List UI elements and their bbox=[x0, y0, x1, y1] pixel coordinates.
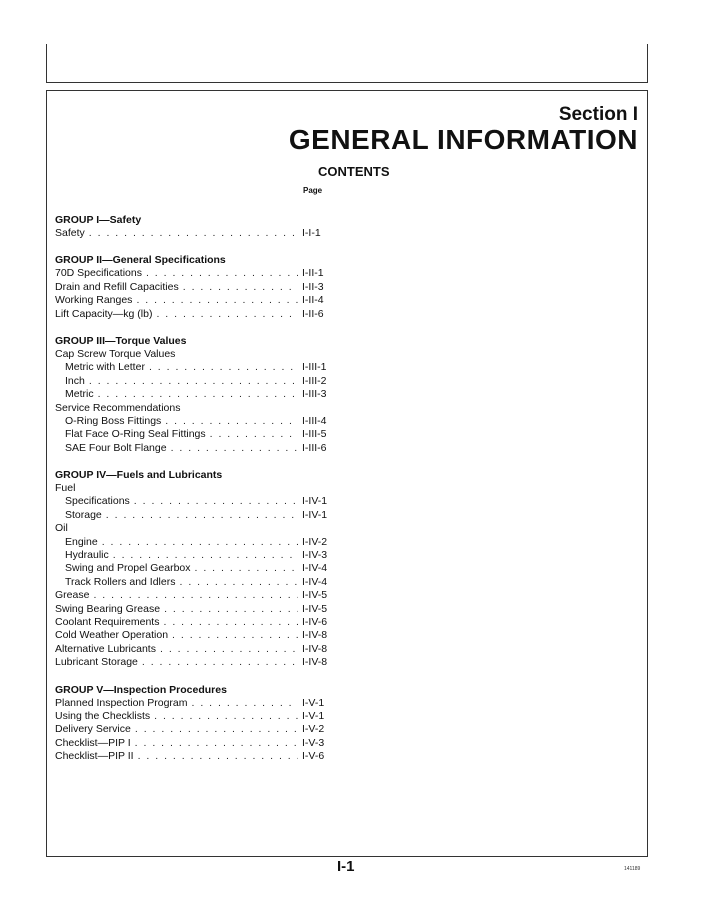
footer-code: 141189 bbox=[624, 866, 641, 872]
toc-entry bbox=[55, 509, 340, 522]
dot-leader bbox=[163, 616, 298, 629]
toc-entry-page: I-III-1 bbox=[302, 361, 327, 374]
section-label: Section I bbox=[558, 104, 638, 125]
toc-entry-label: Swing Bearing Grease bbox=[55, 602, 161, 615]
toc-entry-page: I-IV-8 bbox=[302, 656, 328, 669]
toc-entry-label: Grease bbox=[55, 589, 90, 602]
toc-entry bbox=[55, 616, 340, 629]
dot-leader bbox=[160, 643, 298, 656]
dot-leader bbox=[172, 629, 298, 642]
toc-entry-label: Inch bbox=[65, 374, 85, 387]
toc-entry bbox=[55, 227, 340, 240]
dot-leader bbox=[135, 737, 298, 750]
footer-rule bbox=[46, 856, 647, 857]
dot-leader bbox=[183, 281, 298, 294]
toc-entry-page: I-V-2 bbox=[302, 723, 325, 736]
toc-entry-page: I-IV-6 bbox=[302, 615, 328, 628]
toc-group-title: GROUP V—Inspection Procedures bbox=[55, 683, 227, 696]
toc-entry-label: Cold Weather Operation bbox=[55, 629, 169, 642]
toc-entry bbox=[55, 375, 340, 388]
dot-leader bbox=[154, 710, 298, 723]
toc-entry bbox=[55, 576, 340, 589]
toc-entry bbox=[55, 549, 340, 562]
toc-entry-page: I-IV-4 bbox=[302, 575, 328, 588]
dot-leader bbox=[149, 361, 298, 374]
section-title: GENERAL INFORMATION bbox=[288, 124, 638, 155]
footer-page-number: I-1 bbox=[337, 858, 355, 875]
toc-entry-page: I-III-2 bbox=[302, 374, 327, 387]
dot-leader bbox=[89, 227, 298, 240]
toc-entry bbox=[55, 281, 340, 294]
toc-entry-page: I-III-6 bbox=[302, 441, 327, 454]
toc-group bbox=[55, 468, 340, 669]
toc-entry bbox=[55, 723, 340, 736]
dot-leader bbox=[142, 656, 298, 669]
toc-group-title: GROUP IV—Fuels and Lubricants bbox=[55, 469, 223, 482]
toc-entry-page: I-II-6 bbox=[302, 307, 324, 320]
toc-entry-page: I-V-6 bbox=[302, 750, 325, 763]
toc-entry bbox=[55, 750, 340, 763]
toc-entry bbox=[55, 308, 340, 321]
toc-entry-page: I-IV-5 bbox=[302, 602, 328, 615]
toc-entry bbox=[55, 536, 340, 549]
toc-entry-page: I-IV-1 bbox=[302, 508, 328, 521]
toc-entry-label: Track Rollers and Idlers bbox=[65, 575, 176, 588]
toc-entry-label: Flat Face O-Ring Seal Fittings bbox=[65, 428, 206, 441]
toc-subheading: Service Recommendations bbox=[55, 401, 181, 414]
toc-entry bbox=[55, 710, 340, 723]
toc-group bbox=[55, 683, 340, 764]
dot-leader bbox=[106, 509, 298, 522]
toc-entry bbox=[55, 415, 340, 428]
toc-entry-page: I-IV-2 bbox=[302, 535, 328, 548]
dot-leader bbox=[179, 576, 298, 589]
toc-entry-label: Delivery Service bbox=[55, 723, 131, 736]
toc-entry-page: I-II-4 bbox=[302, 294, 324, 307]
dot-leader bbox=[134, 495, 298, 508]
table-of-contents bbox=[55, 213, 340, 777]
toc-entry-label: Alternative Lubricants bbox=[55, 642, 156, 655]
dot-leader bbox=[195, 562, 299, 575]
toc-entry-page: I-IV-5 bbox=[302, 589, 328, 602]
toc-entry bbox=[55, 388, 340, 401]
toc-entry-page: I-IV-8 bbox=[302, 642, 328, 655]
toc-entry-label: Coolant Requirements bbox=[55, 615, 160, 628]
toc-entry-label: Lift Capacity—kg (lb) bbox=[55, 307, 153, 320]
toc-entry-label: Hydraulic bbox=[65, 549, 109, 562]
dot-leader bbox=[165, 415, 298, 428]
dot-leader bbox=[210, 428, 298, 441]
toc-group-title: GROUP I—Safety bbox=[55, 214, 142, 226]
toc-entry-page: I-IV-8 bbox=[302, 629, 328, 642]
toc-entry-label: Drain and Refill Capacities bbox=[55, 280, 179, 293]
toc-entry-page: I-II-3 bbox=[302, 280, 324, 293]
toc-entry bbox=[55, 495, 340, 508]
toc-entry bbox=[55, 442, 340, 455]
toc-subheading: Oil bbox=[55, 522, 68, 535]
toc-group bbox=[55, 213, 340, 240]
dot-leader bbox=[146, 267, 298, 280]
toc-entry-label: Storage bbox=[65, 508, 102, 521]
toc-entry bbox=[55, 428, 340, 441]
dot-leader bbox=[171, 442, 298, 455]
toc-entry-label: Specifications bbox=[65, 495, 130, 508]
dot-leader bbox=[192, 697, 299, 710]
toc-entry bbox=[55, 603, 340, 616]
toc-entry-label: Working Ranges bbox=[55, 294, 133, 307]
toc-entry-label: Swing and Propel Gearbox bbox=[65, 562, 191, 575]
toc-entry-page: I-II-1 bbox=[302, 267, 324, 280]
dot-leader bbox=[136, 294, 298, 307]
toc-entry-page: I-I-1 bbox=[302, 227, 321, 239]
toc-entry bbox=[55, 737, 340, 750]
toc-entry bbox=[55, 562, 340, 575]
toc-group-title: GROUP III—Torque Values bbox=[55, 334, 187, 347]
toc-entry-page: I-IV-3 bbox=[302, 549, 328, 562]
header-frame bbox=[46, 44, 648, 83]
toc-entry-label: O-Ring Boss Fittings bbox=[65, 414, 162, 427]
toc-entry-label: 70D Specifications bbox=[55, 267, 142, 280]
dot-leader bbox=[89, 375, 298, 388]
dot-leader bbox=[156, 308, 298, 321]
dot-leader bbox=[164, 603, 298, 616]
toc-entry-page: I-V-1 bbox=[302, 696, 325, 709]
toc-subheading: Cap Screw Torque Values bbox=[55, 347, 176, 360]
toc-entry-label: Checklist—PIP I bbox=[55, 736, 131, 749]
toc-entry-page: I-III-4 bbox=[302, 414, 327, 427]
toc-entry-page: I-III-3 bbox=[302, 388, 327, 401]
toc-entry-label: Metric with Letter bbox=[65, 361, 145, 374]
toc-entry-label: Lubricant Storage bbox=[55, 656, 138, 669]
toc-entry-page: I-IV-4 bbox=[302, 562, 328, 575]
toc-entry bbox=[55, 656, 340, 669]
toc-entry-label: Planned Inspection Program bbox=[55, 696, 188, 709]
toc-entry-label: Metric bbox=[65, 388, 94, 401]
toc-entry bbox=[55, 294, 340, 307]
toc-group bbox=[55, 334, 340, 455]
toc-group-title: GROUP II—General Specifications bbox=[55, 254, 226, 267]
dot-leader bbox=[93, 589, 298, 602]
toc-entry-label: Safety bbox=[55, 227, 85, 239]
dot-leader bbox=[138, 750, 298, 763]
dot-leader bbox=[102, 536, 298, 549]
toc-entry-label: SAE Four Bolt Flange bbox=[65, 441, 167, 454]
dot-leader bbox=[113, 549, 298, 562]
page-column-heading: Page bbox=[303, 186, 323, 195]
toc-entry bbox=[55, 361, 340, 374]
toc-entry bbox=[55, 589, 340, 602]
dot-leader bbox=[98, 388, 298, 401]
toc-entry-page: I-III-5 bbox=[302, 428, 327, 441]
toc-entry bbox=[55, 697, 340, 710]
toc-entry-label: Checklist—PIP II bbox=[55, 750, 134, 763]
dot-leader bbox=[135, 723, 298, 736]
toc-entry bbox=[55, 629, 340, 642]
toc-entry-label: Engine bbox=[65, 535, 98, 548]
contents-heading: CONTENTS bbox=[318, 164, 390, 179]
toc-entry bbox=[55, 267, 340, 280]
toc-entry-page: I-V-3 bbox=[302, 736, 325, 749]
toc-entry bbox=[55, 643, 340, 656]
toc-subheading: Fuel bbox=[55, 482, 76, 495]
toc-entry-page: I-IV-1 bbox=[302, 495, 328, 508]
toc-entry-label: Using the Checklists bbox=[55, 709, 151, 722]
toc-group bbox=[55, 253, 340, 321]
toc-entry-page: I-V-1 bbox=[302, 709, 325, 722]
